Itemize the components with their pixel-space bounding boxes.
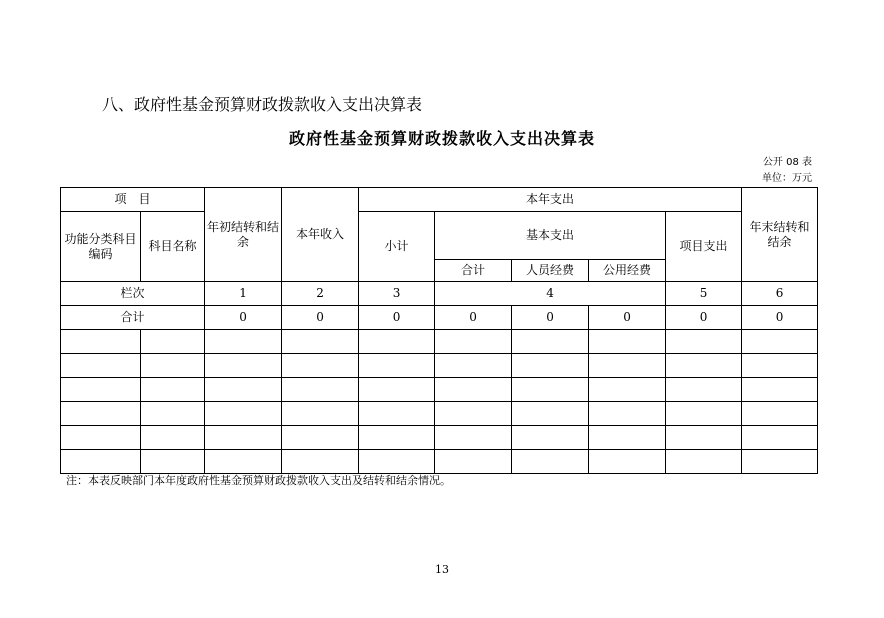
total-opening-balance: 0 [205,306,282,330]
empty-cell [205,354,282,378]
empty-cell [512,402,589,426]
table-row [61,426,818,450]
header-current-income: 本年收入 [282,188,359,282]
empty-cell [141,330,205,354]
total-subtotal: 0 [359,306,435,330]
column-number-6: 6 [742,282,818,306]
header-subject-name: 科目名称 [141,212,205,282]
header-opening-balance: 年初结转和结余 [205,188,282,282]
empty-cell [512,450,589,474]
empty-cell [61,450,141,474]
table-row [61,354,818,378]
header-basic-expense: 基本支出 [435,212,666,260]
empty-cell [666,330,742,354]
unit-label: 单位：万元 [762,173,812,184]
total-row-label: 合计 [61,306,205,330]
empty-cell [205,402,282,426]
page-number: 13 [435,563,449,576]
empty-cell [666,354,742,378]
empty-cell [282,330,359,354]
header-function-code: 功能分类科目编码 [61,212,141,282]
empty-cell [359,450,435,474]
empty-cell [666,426,742,450]
empty-cell [435,450,512,474]
empty-cell [282,354,359,378]
form-code: 公开 08 表 [762,157,812,168]
column-number-row [61,282,818,306]
empty-cell [435,402,512,426]
column-number-5: 5 [666,282,742,306]
empty-cell [359,402,435,426]
total-basic-total: 0 [435,306,512,330]
empty-cell [435,378,512,402]
empty-cell [742,330,818,354]
empty-cell [141,450,205,474]
empty-cell [282,426,359,450]
empty-cell [435,330,512,354]
empty-cell [205,330,282,354]
empty-cell [141,426,205,450]
total-project-expense: 0 [666,306,742,330]
header-item: 项 目 [61,188,205,212]
header-personnel: 人员经费 [512,260,589,282]
empty-cell [141,402,205,426]
section-heading: 八、政府性基金预算财政拨款收入支出决算表 [102,95,423,114]
empty-cell [205,378,282,402]
table-title: 政府性基金预算财政拨款收入支出决算表 [288,129,595,148]
empty-cell [589,402,666,426]
empty-cell [666,378,742,402]
footnote: 注：本表反映部门本年度政府性基金预算财政拨款收入支出及结转和结余情况。 [66,474,451,487]
table-row [61,330,818,354]
total-personnel: 0 [512,306,589,330]
empty-cell [435,354,512,378]
table-row [61,378,818,402]
header-project-expense: 项目支出 [666,212,742,282]
header-current-expense: 本年支出 [359,188,742,212]
table-row [61,450,818,474]
empty-cell [512,354,589,378]
empty-cell [742,402,818,426]
empty-cell [141,378,205,402]
header-row-2 [61,212,818,260]
empty-cell [589,450,666,474]
total-current-income: 0 [282,306,359,330]
empty-cell [589,378,666,402]
empty-cell [435,426,512,450]
empty-cell [512,330,589,354]
empty-cell [359,378,435,402]
empty-cell [205,450,282,474]
empty-cell [141,354,205,378]
empty-cell [512,378,589,402]
empty-cell [61,378,141,402]
empty-cell [512,426,589,450]
header-subtotal: 小计 [359,212,435,282]
total-row [61,306,818,330]
empty-cell [742,354,818,378]
budget-table [60,187,818,474]
empty-cell [205,426,282,450]
empty-cell [742,378,818,402]
empty-cell [61,402,141,426]
empty-cell [359,354,435,378]
empty-cell [359,330,435,354]
empty-cell [589,354,666,378]
empty-cell [742,426,818,450]
header-basic-total: 合计 [435,260,512,282]
empty-cell [61,330,141,354]
empty-cell [282,378,359,402]
header-public-use: 公用经费 [589,260,666,282]
empty-cell [589,426,666,450]
column-number-2: 2 [282,282,359,306]
empty-cell [589,330,666,354]
empty-cell [666,402,742,426]
empty-cell [742,450,818,474]
table-row [61,402,818,426]
empty-cell [61,354,141,378]
header-row-1 [61,188,818,212]
empty-cell [666,450,742,474]
empty-cell [61,426,141,450]
column-number-3: 3 [359,282,435,306]
column-number-1: 1 [205,282,282,306]
total-closing-balance: 0 [742,306,818,330]
column-number-label: 栏次 [61,282,205,306]
empty-cell [282,450,359,474]
empty-cell [282,402,359,426]
header-closing-balance: 年末结转和结余 [742,188,818,282]
column-number-4: 4 [435,282,666,306]
empty-cell [359,426,435,450]
total-public-use: 0 [589,306,666,330]
